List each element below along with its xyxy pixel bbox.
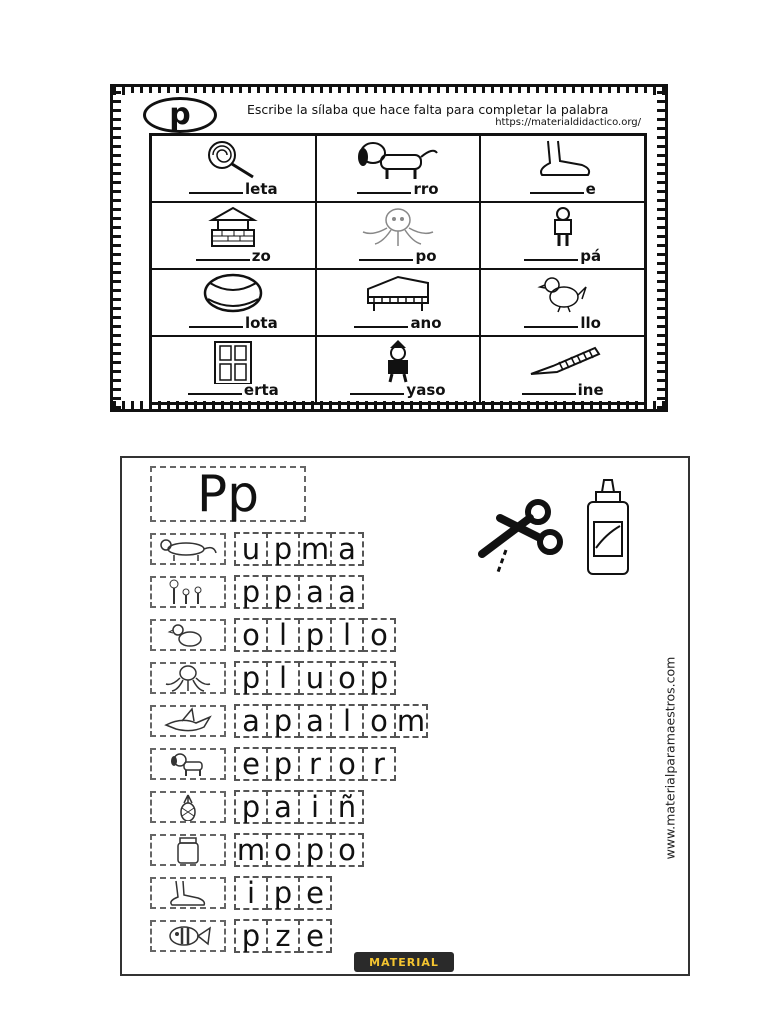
dog-icon — [152, 750, 224, 778]
letter-tile[interactable]: o — [330, 661, 364, 695]
blank-word: leta — [189, 180, 278, 198]
letter-tile[interactable]: u — [298, 661, 332, 695]
syllable-worksheet — [110, 84, 668, 412]
letter-row — [150, 876, 332, 910]
fish-icon — [152, 922, 224, 950]
picture-thumb — [150, 877, 226, 909]
blank-word: zo — [196, 247, 271, 265]
blank-word: erta — [188, 381, 279, 399]
letter-tile[interactable]: r — [362, 747, 396, 781]
grid-cell — [151, 269, 316, 336]
grid-cell — [480, 202, 645, 269]
letter-tile[interactable]: a — [266, 790, 300, 824]
letter-tile[interactable]: o — [330, 833, 364, 867]
grid-cell — [480, 336, 645, 403]
letter-tile[interactable]: i — [298, 790, 332, 824]
letter-tile[interactable]: p — [234, 919, 268, 953]
blank-word: e — [530, 180, 596, 198]
grid-cell — [316, 135, 481, 202]
chick-icon — [528, 273, 598, 313]
letter-tile[interactable]: m — [298, 532, 332, 566]
octopus-icon — [353, 206, 443, 248]
letter-tile[interactable]: p — [234, 661, 268, 695]
letter-tile[interactable]: r — [298, 747, 332, 781]
word-grid — [149, 133, 647, 405]
jar-icon — [152, 836, 224, 864]
family-icon — [152, 578, 224, 606]
grid-cell — [151, 202, 316, 269]
letter-row — [150, 790, 364, 824]
door-icon — [203, 340, 263, 384]
letter-tile[interactable]: p — [266, 876, 300, 910]
letter-row — [150, 532, 364, 566]
letter-tile[interactable]: a — [298, 575, 332, 609]
dove-icon — [152, 707, 224, 735]
picture-thumb — [150, 662, 226, 694]
letter-tile[interactable]: m — [234, 833, 268, 867]
letter-tile[interactable]: o — [266, 833, 300, 867]
picture-thumb — [150, 791, 226, 823]
foot-icon — [528, 139, 598, 179]
picture-thumb — [150, 834, 226, 866]
dog-icon — [353, 139, 443, 181]
letter-tile[interactable]: p — [362, 661, 396, 695]
letter-tile[interactable]: e — [298, 876, 332, 910]
letter-tile[interactable]: i — [234, 876, 268, 910]
grid-cell — [480, 135, 645, 202]
letter-tile[interactable]: a — [330, 532, 364, 566]
picture-thumb — [150, 576, 226, 608]
blank-word: lota — [189, 314, 278, 332]
clown-icon — [368, 340, 428, 384]
letter-tile[interactable]: p — [266, 704, 300, 738]
letter-tile[interactable]: o — [362, 618, 396, 652]
letter-row — [150, 575, 364, 609]
brand-logo: MATERIAL — [354, 952, 454, 972]
letter-tile[interactable]: l — [266, 618, 300, 652]
letter-tile[interactable]: o — [362, 704, 396, 738]
chick-icon — [152, 621, 224, 649]
letter-tile[interactable]: p — [266, 747, 300, 781]
grid-cell — [151, 135, 316, 202]
letter-tile[interactable]: l — [330, 618, 364, 652]
glue-bottle-icon — [580, 478, 636, 578]
ball-icon — [198, 273, 268, 313]
letter-tile[interactable]: l — [266, 661, 300, 695]
comb-icon — [523, 340, 603, 380]
letter-tile[interactable]: ñ — [330, 790, 364, 824]
letter-tile[interactable]: p — [234, 790, 268, 824]
letter-badge: p — [143, 97, 217, 133]
letter-tile[interactable]: z — [266, 919, 300, 953]
worksheet-inner — [125, 93, 653, 401]
letter-tile[interactable]: a — [330, 575, 364, 609]
letter-tile[interactable]: p — [298, 833, 332, 867]
letter-row — [150, 747, 396, 781]
letter-tile[interactable]: p — [298, 618, 332, 652]
blank-word: pá — [524, 247, 601, 265]
picture-thumb — [150, 619, 226, 651]
letter-tile[interactable]: e — [234, 747, 268, 781]
letter-row — [150, 919, 332, 953]
letter-tile[interactable]: e — [298, 919, 332, 953]
blank-word: llo — [524, 314, 601, 332]
blank-word: po — [359, 247, 436, 265]
picture-thumb — [150, 705, 226, 737]
dad-icon — [533, 206, 593, 248]
title-box: Pp — [150, 466, 306, 522]
letter-tile[interactable]: o — [234, 618, 268, 652]
letter-order-worksheet — [120, 456, 690, 976]
grid-cell — [151, 336, 316, 403]
letter-tile[interactable]: a — [234, 704, 268, 738]
picture-thumb — [150, 920, 226, 952]
side-url: www.materialparamaestros.com — [662, 656, 678, 860]
letter-tile[interactable]: o — [330, 747, 364, 781]
blank-word: yaso — [350, 381, 445, 399]
grid-cell — [316, 269, 481, 336]
letter-tile[interactable]: p — [266, 575, 300, 609]
foot-icon — [152, 879, 224, 907]
letter-row — [150, 618, 396, 652]
grid-cell — [480, 269, 645, 336]
instruction-text: Escribe la sílaba que hace falta para completar la palabra — [247, 102, 609, 117]
scissors-icon — [478, 488, 568, 574]
letter-tile[interactable]: p — [234, 575, 268, 609]
puma-icon — [152, 535, 224, 563]
blank-word: ine — [522, 381, 604, 399]
blank-word: rro — [357, 180, 438, 198]
well-icon — [198, 206, 268, 248]
grid-cell — [316, 336, 481, 403]
picture-thumb — [150, 748, 226, 780]
pineapple-icon — [152, 793, 224, 821]
grid-cell — [316, 202, 481, 269]
octopus-icon — [152, 664, 224, 692]
letter-tile[interactable]: u — [234, 532, 268, 566]
worksheet-url: https://materialdidactico.org/ — [495, 117, 641, 128]
piano-icon — [358, 273, 438, 313]
blank-word: ano — [354, 314, 441, 332]
picture-thumb — [150, 533, 226, 565]
letter-tile[interactable]: a — [298, 704, 332, 738]
letter-row — [150, 704, 428, 738]
letter-tile[interactable]: m — [394, 704, 428, 738]
letter-row — [150, 661, 396, 695]
lollipop-icon — [198, 139, 268, 179]
letter-tile[interactable]: l — [330, 704, 364, 738]
letter-tile[interactable]: p — [266, 532, 300, 566]
letter-row — [150, 833, 364, 867]
